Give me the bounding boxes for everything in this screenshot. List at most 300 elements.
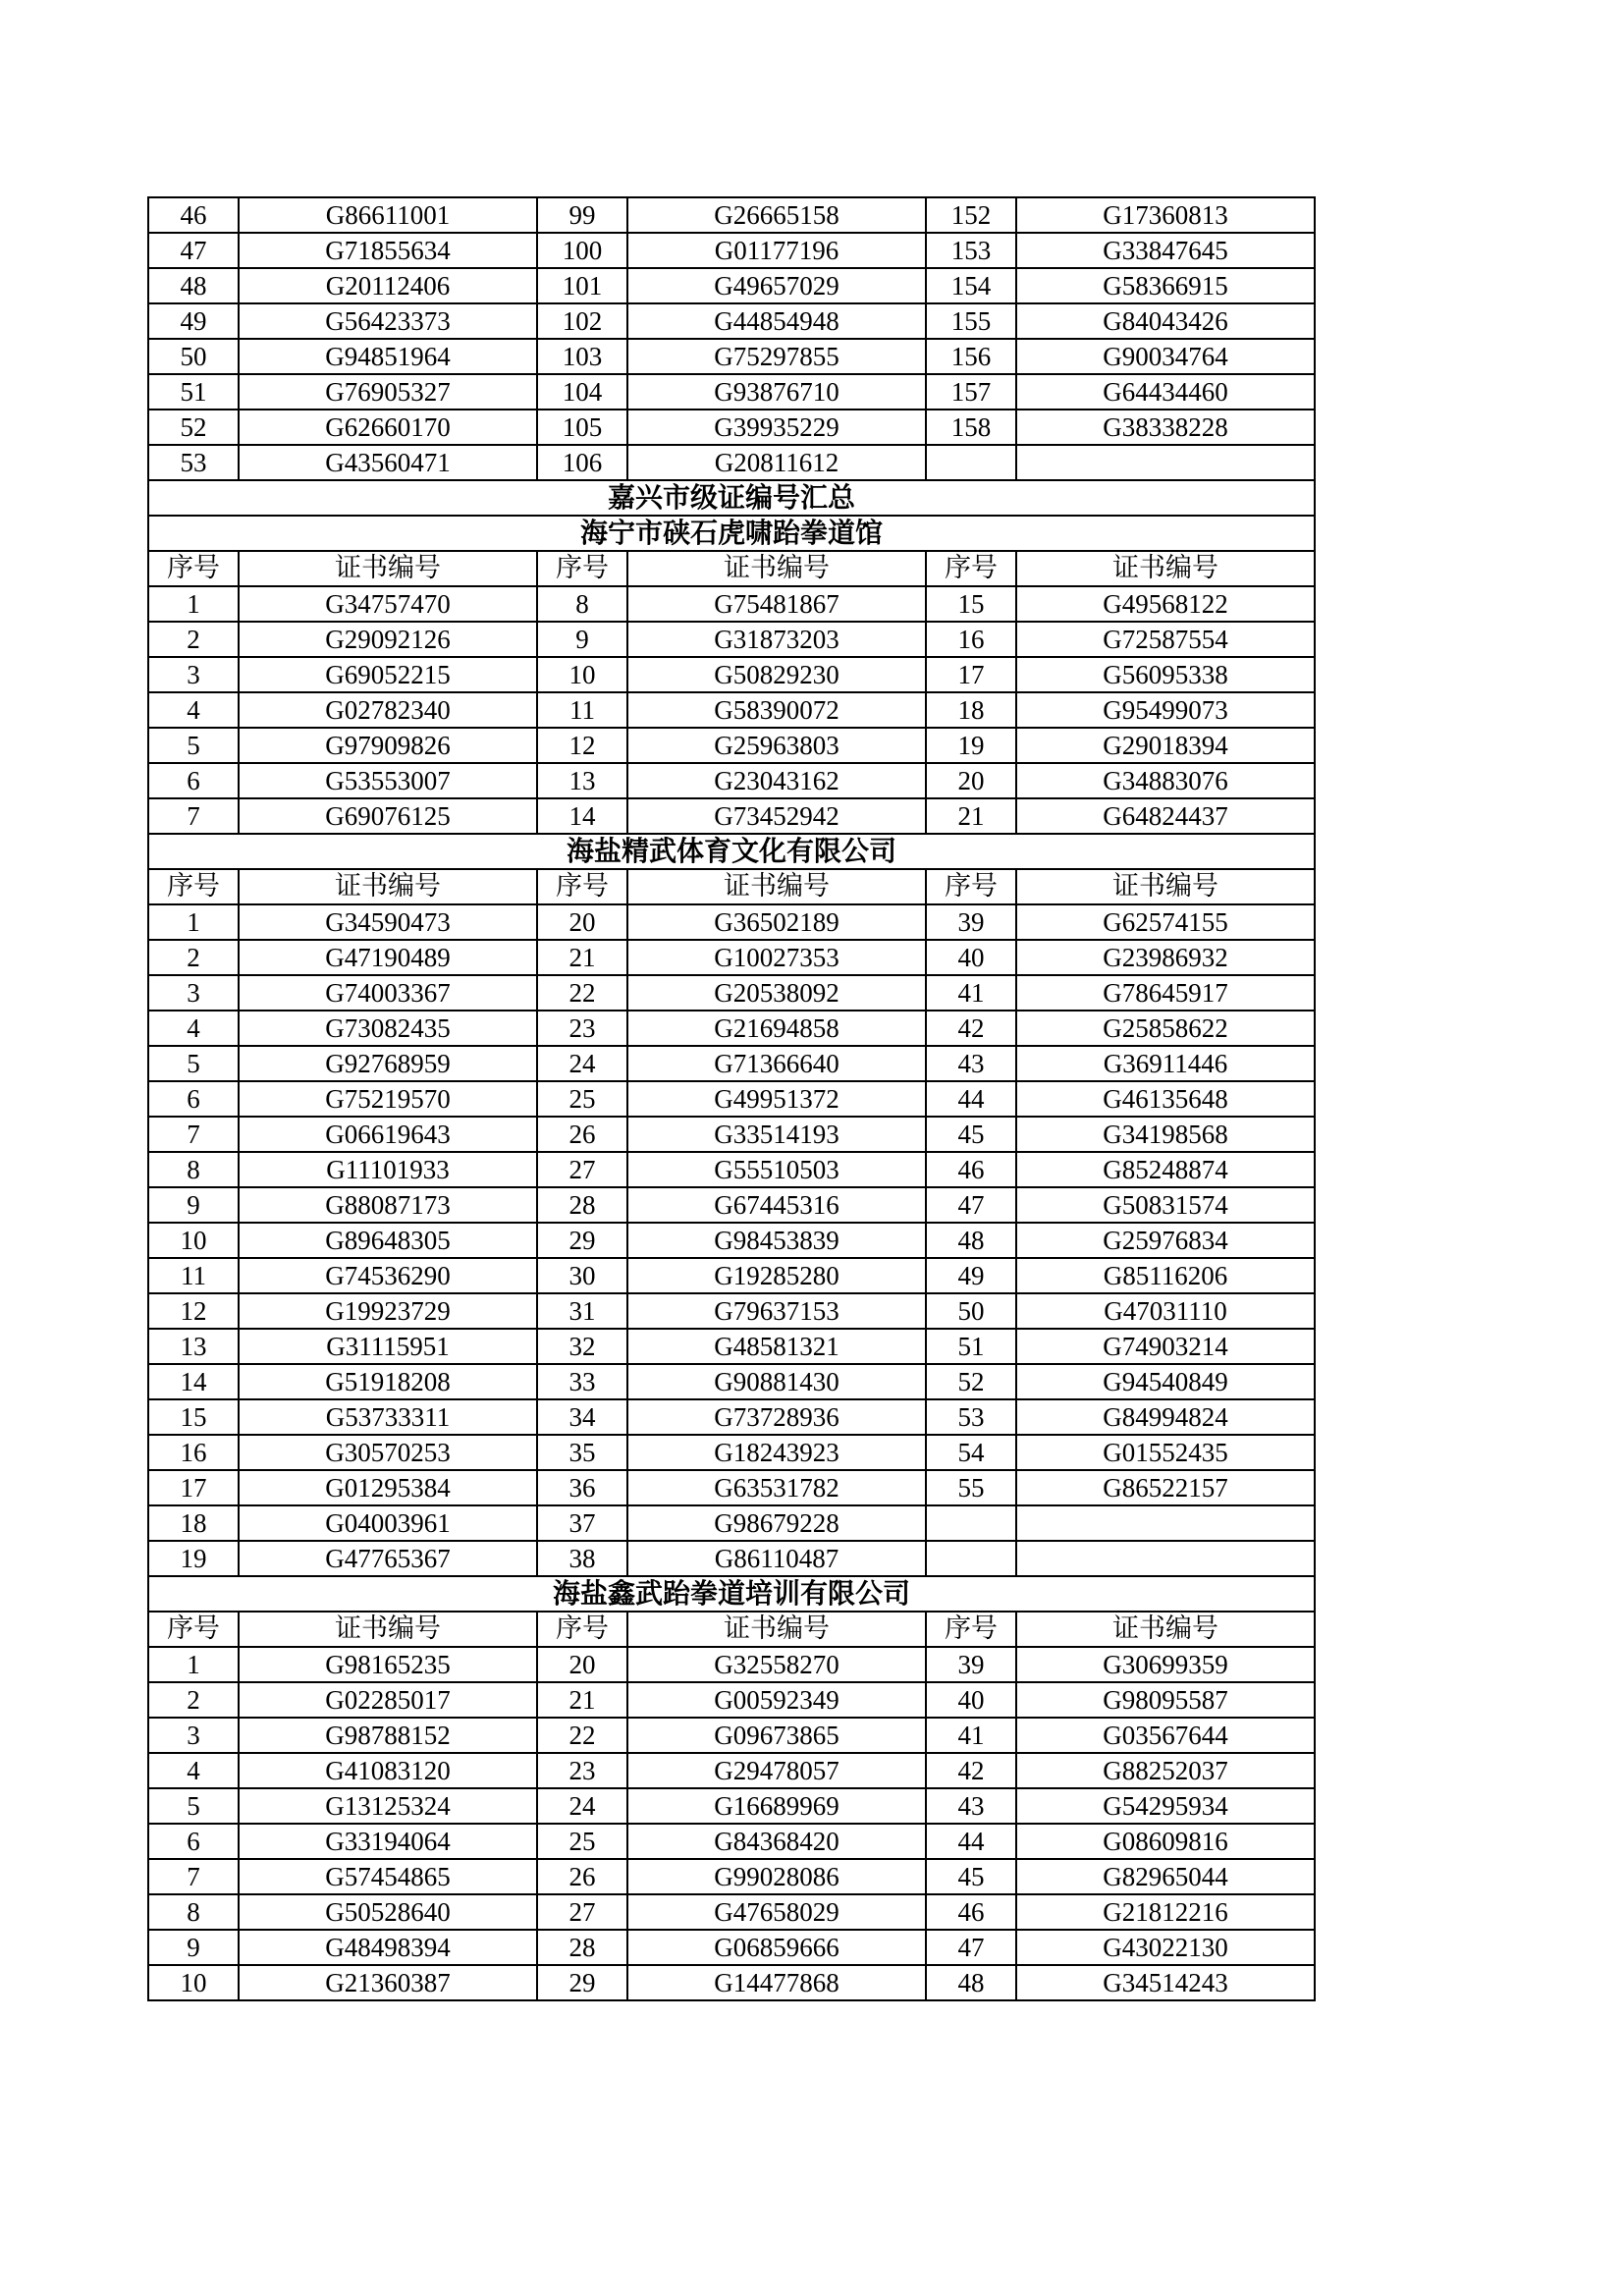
seq-cell: 42 (926, 1753, 1016, 1788)
table-row (148, 1364, 1315, 1399)
cert-number-cell: G71366640 (627, 1046, 926, 1081)
seq-cell: 52 (926, 1364, 1016, 1399)
seq-cell: 19 (148, 1541, 239, 1576)
seq-cell: 22 (537, 975, 627, 1011)
cert-number-cell: G98788152 (239, 1718, 537, 1753)
cert-number-cell: G34198568 (1016, 1117, 1315, 1152)
seq-cell: 9 (537, 622, 627, 657)
seq-cell: 48 (926, 1965, 1016, 2000)
cert-number-cell: G82965044 (1016, 1859, 1315, 1894)
section-title: 海盐鑫武跆拳道培训有限公司 (148, 1576, 1315, 1612)
cert-number-cell: G06859666 (627, 1930, 926, 1965)
seq-cell: 51 (926, 1329, 1016, 1364)
seq-cell: 3 (148, 1718, 239, 1753)
seq-cell: 17 (148, 1470, 239, 1505)
seq-header: 序号 (148, 1612, 239, 1647)
seq-cell: 41 (926, 975, 1016, 1011)
seq-cell: 8 (537, 586, 627, 622)
seq-cell: 29 (537, 1223, 627, 1258)
table-row (148, 197, 1315, 233)
seq-cell: 39 (926, 904, 1016, 940)
cert-number-cell: G13125324 (239, 1788, 537, 1824)
cert-number-cell: G56095338 (1016, 657, 1315, 692)
seq-cell: 48 (926, 1223, 1016, 1258)
table-row (148, 1293, 1315, 1329)
cert-number-cell: G33514193 (627, 1117, 926, 1152)
cert-number-cell: G00592349 (627, 1682, 926, 1718)
cert-number-header: 证书编号 (627, 551, 926, 586)
cert-number-cell: G73728936 (627, 1399, 926, 1435)
seq-cell: 53 (148, 445, 239, 480)
cert-number-cell: G86522157 (1016, 1470, 1315, 1505)
table-row (148, 1258, 1315, 1293)
cert-number-cell: G41083120 (239, 1753, 537, 1788)
cert-number-cell: G23043162 (627, 763, 926, 798)
table-row (148, 1894, 1315, 1930)
cert-number-cell: G04003961 (239, 1505, 537, 1541)
seq-cell: 157 (926, 374, 1016, 410)
seq-cell: 156 (926, 339, 1016, 374)
cert-number-header: 证书编号 (627, 1612, 926, 1647)
seq-cell: 105 (537, 410, 627, 445)
cert-number-cell: G55510503 (627, 1152, 926, 1187)
table-row (148, 692, 1315, 728)
seq-cell: 8 (148, 1894, 239, 1930)
cert-number-cell: G34590473 (239, 904, 537, 940)
seq-cell: 16 (148, 1435, 239, 1470)
table-row (148, 1647, 1315, 1682)
seq-cell: 46 (148, 197, 239, 233)
cert-number-cell: G89648305 (239, 1223, 537, 1258)
table-row (148, 728, 1315, 763)
cert-number-cell: G19285280 (627, 1258, 926, 1293)
column-header-row (148, 869, 1315, 904)
cert-number-cell: G20112406 (239, 268, 537, 303)
seq-cell: 30 (537, 1258, 627, 1293)
table-row (148, 1081, 1315, 1117)
cert-number-cell: G86110487 (627, 1541, 926, 1576)
cert-number-cell: G21360387 (239, 1965, 537, 2000)
seq-cell: 22 (537, 1718, 627, 1753)
seq-cell: 37 (537, 1505, 627, 1541)
cert-number-cell: G32558270 (627, 1647, 926, 1682)
seq-cell: 100 (537, 233, 627, 268)
seq-cell: 9 (148, 1187, 239, 1223)
table-row (148, 657, 1315, 692)
table-row (148, 445, 1315, 480)
seq-cell: 21 (926, 798, 1016, 834)
seq-cell: 49 (926, 1258, 1016, 1293)
cert-number-cell: G34514243 (1016, 1965, 1315, 2000)
seq-cell: 12 (537, 728, 627, 763)
seq-cell: 16 (926, 622, 1016, 657)
cert-number-cell: G88087173 (239, 1187, 537, 1223)
seq-cell: 1 (148, 586, 239, 622)
table-row (148, 586, 1315, 622)
table-row (148, 1329, 1315, 1364)
cert-number-cell: G33847645 (1016, 233, 1315, 268)
cert-number-cell: G69076125 (239, 798, 537, 834)
cert-number-cell: G58366915 (1016, 268, 1315, 303)
cert-number-cell: G23986932 (1016, 940, 1315, 975)
table-row (148, 233, 1315, 268)
cert-number-cell: G01552435 (1016, 1435, 1315, 1470)
seq-header: 序号 (926, 551, 1016, 586)
table-row (148, 622, 1315, 657)
cert-number-cell: G63531782 (627, 1470, 926, 1505)
cert-number-cell: G54295934 (1016, 1788, 1315, 1824)
cert-number-cell: G21812216 (1016, 1894, 1315, 1930)
seq-cell: 44 (926, 1081, 1016, 1117)
seq-cell: 6 (148, 1081, 239, 1117)
cert-number-cell: G34757470 (239, 586, 537, 622)
cert-number-cell: G30699359 (1016, 1647, 1315, 1682)
certificate-number-table (147, 196, 1316, 2001)
cert-number-cell: G97909826 (239, 728, 537, 763)
cert-number-cell: G85116206 (1016, 1258, 1315, 1293)
seq-cell: 53 (926, 1399, 1016, 1435)
seq-cell: 10 (148, 1965, 239, 2000)
table-row (148, 1930, 1315, 1965)
seq-cell: 5 (148, 1046, 239, 1081)
seq-cell: 14 (537, 798, 627, 834)
cert-number-header: 证书编号 (239, 551, 537, 586)
cert-number-cell (1016, 445, 1315, 480)
seq-cell: 101 (537, 268, 627, 303)
seq-header: 序号 (148, 551, 239, 586)
table-row (148, 1152, 1315, 1187)
table-row (148, 975, 1315, 1011)
seq-cell: 27 (537, 1894, 627, 1930)
seq-cell: 23 (537, 1753, 627, 1788)
seq-cell: 7 (148, 1859, 239, 1894)
seq-cell: 4 (148, 1753, 239, 1788)
cert-number-cell: G99028086 (627, 1859, 926, 1894)
section-title-row (148, 1576, 1315, 1612)
seq-cell: 34 (537, 1399, 627, 1435)
seq-cell (926, 1541, 1016, 1576)
cert-number-cell: G31115951 (239, 1329, 537, 1364)
seq-cell: 54 (926, 1435, 1016, 1470)
cert-number-cell: G64434460 (1016, 374, 1315, 410)
cert-number-cell: G95499073 (1016, 692, 1315, 728)
seq-cell: 3 (148, 975, 239, 1011)
seq-cell: 49 (148, 303, 239, 339)
cert-number-cell: G16689969 (627, 1788, 926, 1824)
cert-number-cell: G75481867 (627, 586, 926, 622)
cert-number-cell: G36502189 (627, 904, 926, 940)
cert-number-cell: G30570253 (239, 1435, 537, 1470)
cert-number-cell: G02782340 (239, 692, 537, 728)
seq-cell: 4 (148, 1011, 239, 1046)
seq-cell: 48 (148, 268, 239, 303)
seq-cell: 45 (926, 1859, 1016, 1894)
table-row (148, 904, 1315, 940)
cert-number-cell: G39935229 (627, 410, 926, 445)
seq-cell: 152 (926, 197, 1016, 233)
seq-cell: 13 (148, 1329, 239, 1364)
cert-number-cell: G56423373 (239, 303, 537, 339)
cert-number-cell: G19923729 (239, 1293, 537, 1329)
seq-cell: 44 (926, 1824, 1016, 1859)
table-row (148, 763, 1315, 798)
seq-cell: 29 (537, 1965, 627, 2000)
seq-header: 序号 (926, 869, 1016, 904)
cert-number-cell: G46135648 (1016, 1081, 1315, 1117)
seq-cell: 23 (537, 1011, 627, 1046)
seq-cell: 20 (537, 1647, 627, 1682)
cert-number-cell: G86611001 (239, 197, 537, 233)
seq-cell: 1 (148, 1647, 239, 1682)
cert-number-cell: G85248874 (1016, 1152, 1315, 1187)
seq-header: 序号 (537, 551, 627, 586)
table-row (148, 1965, 1315, 2000)
cert-number-cell: G20811612 (627, 445, 926, 480)
table-row (148, 1682, 1315, 1718)
seq-cell: 155 (926, 303, 1016, 339)
section-title: 海宁市硖石虎啸跆拳道馆 (148, 516, 1315, 551)
cert-number-cell: G06619643 (239, 1117, 537, 1152)
seq-cell: 9 (148, 1930, 239, 1965)
seq-cell: 55 (926, 1470, 1016, 1505)
cert-number-cell: G43022130 (1016, 1930, 1315, 1965)
seq-cell: 158 (926, 410, 1016, 445)
seq-cell: 103 (537, 339, 627, 374)
cert-number-cell: G75219570 (239, 1081, 537, 1117)
cert-number-cell: G29478057 (627, 1753, 926, 1788)
cert-number-cell: G25963803 (627, 728, 926, 763)
table-row (148, 1046, 1315, 1081)
seq-cell: 5 (148, 728, 239, 763)
table-row (148, 1187, 1315, 1223)
table-row (148, 1223, 1315, 1258)
cert-number-cell: G98095587 (1016, 1682, 1315, 1718)
seq-cell: 43 (926, 1788, 1016, 1824)
cert-number-header: 证书编号 (1016, 551, 1315, 586)
cert-number-cell: G21694858 (627, 1011, 926, 1046)
cert-number-cell: G20538092 (627, 975, 926, 1011)
cert-number-cell: G50829230 (627, 657, 926, 692)
seq-cell: 10 (148, 1223, 239, 1258)
cert-number-cell: G43560471 (239, 445, 537, 480)
cert-number-cell: G73082435 (239, 1011, 537, 1046)
cert-number-cell: G58390072 (627, 692, 926, 728)
cert-number-cell: G74536290 (239, 1258, 537, 1293)
cert-number-cell: G26665158 (627, 197, 926, 233)
seq-cell: 10 (537, 657, 627, 692)
cert-number-cell: G09673865 (627, 1718, 926, 1753)
seq-cell: 17 (926, 657, 1016, 692)
table-row (148, 303, 1315, 339)
seq-cell: 42 (926, 1011, 1016, 1046)
cert-number-cell: G75297855 (627, 339, 926, 374)
cert-number-cell: G49657029 (627, 268, 926, 303)
seq-cell: 5 (148, 1788, 239, 1824)
seq-cell: 31 (537, 1293, 627, 1329)
cert-number-cell: G38338228 (1016, 410, 1315, 445)
seq-header: 序号 (148, 869, 239, 904)
seq-cell: 46 (926, 1894, 1016, 1930)
seq-cell: 6 (148, 763, 239, 798)
cert-number-cell: G88252037 (1016, 1753, 1315, 1788)
seq-cell: 99 (537, 197, 627, 233)
cert-number-cell: G72587554 (1016, 622, 1315, 657)
cert-number-cell: G48581321 (627, 1329, 926, 1364)
cert-number-cell: G01177196 (627, 233, 926, 268)
table-row (148, 268, 1315, 303)
table-row (148, 339, 1315, 374)
cert-number-cell: G93876710 (627, 374, 926, 410)
cert-number-cell: G73452942 (627, 798, 926, 834)
seq-cell: 7 (148, 798, 239, 834)
cert-number-cell: G98679228 (627, 1505, 926, 1541)
seq-cell: 27 (537, 1152, 627, 1187)
cert-number-cell: G49568122 (1016, 586, 1315, 622)
table-row (148, 1541, 1315, 1576)
seq-cell: 52 (148, 410, 239, 445)
table-row (148, 1399, 1315, 1435)
cert-number-cell: G74003367 (239, 975, 537, 1011)
cert-number-cell: G47031110 (1016, 1293, 1315, 1329)
seq-cell: 18 (148, 1505, 239, 1541)
seq-header: 序号 (926, 1612, 1016, 1647)
cert-number-cell: G78645917 (1016, 975, 1315, 1011)
seq-cell: 36 (537, 1470, 627, 1505)
cert-number-cell: G47765367 (239, 1541, 537, 1576)
cert-number-cell (1016, 1541, 1315, 1576)
seq-cell: 14 (148, 1364, 239, 1399)
seq-cell: 33 (537, 1364, 627, 1399)
seq-cell: 154 (926, 268, 1016, 303)
seq-cell: 26 (537, 1117, 627, 1152)
seq-cell: 7 (148, 1117, 239, 1152)
cert-number-cell: G50831574 (1016, 1187, 1315, 1223)
cert-number-cell: G53553007 (239, 763, 537, 798)
seq-cell: 11 (148, 1258, 239, 1293)
cert-number-cell: G01295384 (239, 1470, 537, 1505)
cert-number-cell: G62574155 (1016, 904, 1315, 940)
seq-cell: 8 (148, 1152, 239, 1187)
seq-cell: 25 (537, 1081, 627, 1117)
seq-cell: 13 (537, 763, 627, 798)
section-title: 海盐精武体育文化有限公司 (148, 834, 1315, 869)
seq-cell (926, 445, 1016, 480)
table-row (148, 1753, 1315, 1788)
cert-number-cell: G90881430 (627, 1364, 926, 1399)
cert-number-cell: G84994824 (1016, 1399, 1315, 1435)
seq-cell: 104 (537, 374, 627, 410)
cert-number-cell: G18243923 (627, 1435, 926, 1470)
cert-number-cell (1016, 1505, 1315, 1541)
cert-number-cell: G98453839 (627, 1223, 926, 1258)
seq-cell: 32 (537, 1329, 627, 1364)
section-title-row (148, 516, 1315, 551)
table-row (148, 374, 1315, 410)
seq-cell: 40 (926, 1682, 1016, 1718)
seq-cell: 43 (926, 1046, 1016, 1081)
seq-cell: 106 (537, 445, 627, 480)
cert-number-cell: G10027353 (627, 940, 926, 975)
seq-cell: 40 (926, 940, 1016, 975)
cert-number-cell: G31873203 (627, 622, 926, 657)
cert-number-cell: G34883076 (1016, 763, 1315, 798)
table-row (148, 1505, 1315, 1541)
seq-cell: 51 (148, 374, 239, 410)
seq-cell: 50 (926, 1293, 1016, 1329)
seq-cell: 102 (537, 303, 627, 339)
cert-number-cell: G98165235 (239, 1647, 537, 1682)
table-row (148, 940, 1315, 975)
cert-number-cell: G14477868 (627, 1965, 926, 2000)
cert-number-cell: G47658029 (627, 1894, 926, 1930)
seq-cell: 28 (537, 1187, 627, 1223)
cert-number-cell: G84368420 (627, 1824, 926, 1859)
cert-number-cell: G92768959 (239, 1046, 537, 1081)
seq-cell: 50 (148, 339, 239, 374)
cert-number-cell: G47190489 (239, 940, 537, 975)
cert-number-cell: G03567644 (1016, 1718, 1315, 1753)
seq-cell: 12 (148, 1293, 239, 1329)
cert-number-cell: G50528640 (239, 1894, 537, 1930)
seq-cell: 25 (537, 1824, 627, 1859)
cert-number-cell: G94851964 (239, 339, 537, 374)
seq-cell: 15 (926, 586, 1016, 622)
cert-number-cell: G29018394 (1016, 728, 1315, 763)
cert-number-cell: G67445316 (627, 1187, 926, 1223)
cert-number-cell: G48498394 (239, 1930, 537, 1965)
table-row (148, 1435, 1315, 1470)
cert-number-cell: G29092126 (239, 622, 537, 657)
table-row (148, 1859, 1315, 1894)
cert-number-cell: G74903214 (1016, 1329, 1315, 1364)
seq-cell: 21 (537, 940, 627, 975)
seq-cell: 20 (926, 763, 1016, 798)
cert-number-cell: G02285017 (239, 1682, 537, 1718)
seq-cell: 2 (148, 1682, 239, 1718)
table-row (148, 1788, 1315, 1824)
cert-number-header: 证书编号 (1016, 869, 1315, 904)
seq-cell: 28 (537, 1930, 627, 1965)
seq-cell: 4 (148, 692, 239, 728)
cert-number-cell: G17360813 (1016, 197, 1315, 233)
cert-number-cell: G62660170 (239, 410, 537, 445)
section-title: 嘉兴市级证编号汇总 (148, 480, 1315, 516)
table-row (148, 410, 1315, 445)
seq-cell: 2 (148, 622, 239, 657)
cert-number-cell: G25858622 (1016, 1011, 1315, 1046)
table-row (148, 1117, 1315, 1152)
seq-cell: 47 (148, 233, 239, 268)
seq-cell: 47 (926, 1187, 1016, 1223)
seq-cell: 6 (148, 1824, 239, 1859)
seq-cell: 153 (926, 233, 1016, 268)
seq-cell (926, 1505, 1016, 1541)
table-row (148, 1470, 1315, 1505)
seq-cell: 47 (926, 1930, 1016, 1965)
cert-number-cell: G44854948 (627, 303, 926, 339)
cert-number-header: 证书编号 (239, 1612, 537, 1647)
cert-number-cell: G94540849 (1016, 1364, 1315, 1399)
cert-number-cell: G36911446 (1016, 1046, 1315, 1081)
cert-number-cell: G57454865 (239, 1859, 537, 1894)
cert-number-cell: G11101933 (239, 1152, 537, 1187)
cert-number-cell: G69052215 (239, 657, 537, 692)
cert-number-cell: G90034764 (1016, 339, 1315, 374)
seq-cell: 11 (537, 692, 627, 728)
seq-cell: 2 (148, 940, 239, 975)
cert-number-cell: G33194064 (239, 1824, 537, 1859)
table-row (148, 1824, 1315, 1859)
